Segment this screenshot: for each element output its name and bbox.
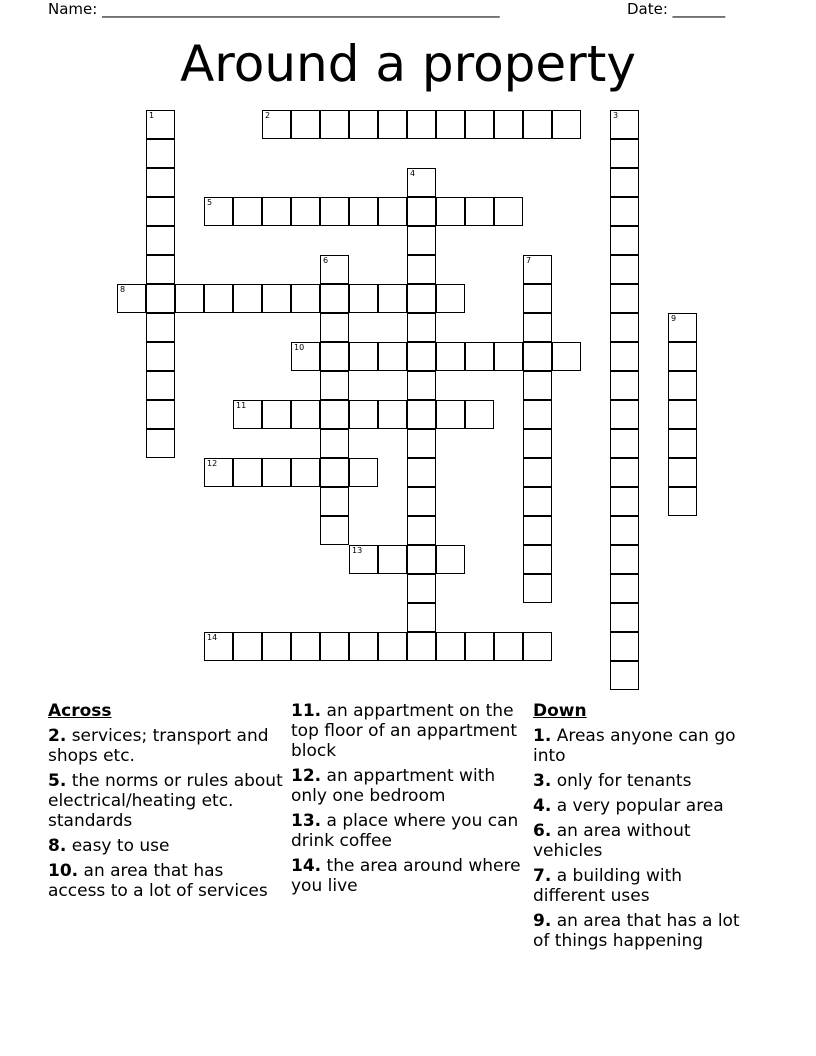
- grid-cell[interactable]: [407, 545, 436, 574]
- grid-cell[interactable]: [349, 197, 378, 226]
- grid-cell[interactable]: [146, 342, 175, 371]
- clue-number: 7.: [533, 866, 552, 886]
- grid-cell[interactable]: [610, 226, 639, 255]
- grid-cell[interactable]: [204, 632, 233, 661]
- clue-across-8: [48, 836, 286, 856]
- grid-cell[interactable]: [407, 516, 436, 545]
- clue-number: 12.: [291, 766, 322, 786]
- clue-down-1: [533, 726, 753, 766]
- grid-cell[interactable]: [349, 545, 378, 574]
- grid-cell[interactable]: [610, 400, 639, 429]
- grid-cell[interactable]: [320, 632, 349, 661]
- grid-cell[interactable]: [465, 197, 494, 226]
- name-field-label[interactable]: Name: _____________________________________________________: [48, 0, 500, 18]
- grid-cell[interactable]: [262, 632, 291, 661]
- grid-cell[interactable]: [320, 516, 349, 545]
- cell-number: 5: [207, 198, 213, 207]
- grid-cell[interactable]: [320, 255, 349, 284]
- grid-cell[interactable]: [262, 400, 291, 429]
- cell-number: 11: [236, 401, 247, 410]
- grid-cell[interactable]: [494, 197, 523, 226]
- grid-cell[interactable]: [320, 313, 349, 342]
- grid-cell[interactable]: [320, 110, 349, 139]
- grid-cell[interactable]: [146, 226, 175, 255]
- grid-cell[interactable]: [291, 342, 320, 371]
- clue-text: only for tenants: [556, 771, 692, 791]
- cell-number: 2: [265, 111, 271, 120]
- grid-cell[interactable]: [146, 255, 175, 284]
- grid-cell[interactable]: [291, 458, 320, 487]
- grid-cell[interactable]: [407, 226, 436, 255]
- grid-cell[interactable]: [175, 284, 204, 313]
- clue-text: an appartment with only one bedroom: [291, 766, 496, 806]
- grid-cell[interactable]: [668, 400, 697, 429]
- clue-text: a very popular area: [556, 796, 724, 816]
- clue-across-5: [48, 771, 286, 831]
- grid-cell[interactable]: [436, 632, 465, 661]
- grid-cell[interactable]: [407, 487, 436, 516]
- clue-across-10: [48, 861, 286, 901]
- grid-cell[interactable]: [378, 110, 407, 139]
- grid-cell[interactable]: [407, 632, 436, 661]
- grid-cell[interactable]: [146, 371, 175, 400]
- grid-cell[interactable]: [668, 371, 697, 400]
- clue-down-4: [533, 796, 753, 816]
- grid-cell[interactable]: [320, 429, 349, 458]
- clues-down-column: [533, 701, 753, 956]
- grid-cell[interactable]: [523, 458, 552, 487]
- grid-cell[interactable]: [610, 603, 639, 632]
- grid-cell[interactable]: [349, 284, 378, 313]
- grid-cell[interactable]: [146, 313, 175, 342]
- clue-text: the norms or rules about electrical/heating etc. standards: [48, 771, 283, 831]
- grid-cell[interactable]: [465, 110, 494, 139]
- clue-number: 14.: [291, 856, 322, 876]
- grid-cell[interactable]: [610, 458, 639, 487]
- grid-cell[interactable]: [262, 197, 291, 226]
- grid-cell[interactable]: [465, 342, 494, 371]
- grid-cell[interactable]: [378, 284, 407, 313]
- clue-text: the area around where you live: [291, 856, 521, 896]
- clue-number: 3.: [533, 771, 552, 791]
- grid-cell[interactable]: [523, 516, 552, 545]
- grid-cell[interactable]: [523, 313, 552, 342]
- grid-cell[interactable]: [378, 545, 407, 574]
- grid-cell[interactable]: [320, 458, 349, 487]
- grid-cell[interactable]: [349, 110, 378, 139]
- grid-cell[interactable]: [262, 284, 291, 313]
- grid-cell[interactable]: [233, 632, 262, 661]
- grid-cell[interactable]: [523, 545, 552, 574]
- grid-cell[interactable]: [407, 371, 436, 400]
- clue-text: easy to use: [71, 836, 170, 856]
- grid-cell[interactable]: [349, 458, 378, 487]
- grid-cell[interactable]: [610, 632, 639, 661]
- across-heading: Across: [48, 701, 112, 721]
- clue-number: 10.: [48, 861, 79, 881]
- grid-cell[interactable]: [349, 342, 378, 371]
- grid-cell[interactable]: [291, 110, 320, 139]
- grid-cell[interactable]: [668, 342, 697, 371]
- clues-across-column: [48, 701, 286, 906]
- clue-down-6: [533, 821, 753, 861]
- cell-number: 13: [352, 546, 363, 555]
- clue-text: an appartment on the top floor of an appartment block: [291, 701, 518, 761]
- clue-across-13: [291, 811, 521, 851]
- date-field-label[interactable]: Date: _______: [627, 0, 726, 18]
- grid-cell[interactable]: [610, 139, 639, 168]
- grid-cell[interactable]: [349, 400, 378, 429]
- cell-number: 14: [207, 633, 218, 642]
- grid-cell[interactable]: [407, 400, 436, 429]
- grid-cell[interactable]: [610, 661, 639, 690]
- grid-cell[interactable]: [668, 458, 697, 487]
- grid-cell[interactable]: [523, 574, 552, 603]
- grid-cell[interactable]: [610, 371, 639, 400]
- grid-cell[interactable]: [233, 284, 262, 313]
- cell-number: 12: [207, 459, 218, 468]
- cell-number: 1: [149, 111, 155, 120]
- cell-number: 8: [120, 285, 126, 294]
- grid-cell[interactable]: [407, 284, 436, 313]
- grid-cell[interactable]: [523, 429, 552, 458]
- clue-down-3: [533, 771, 753, 791]
- grid-cell[interactable]: [610, 487, 639, 516]
- grid-cell[interactable]: [610, 429, 639, 458]
- clue-text: a building with different uses: [533, 866, 683, 906]
- grid-cell[interactable]: [610, 255, 639, 284]
- clue-text: services; transport and shops etc.: [48, 726, 269, 766]
- grid-cell[interactable]: [407, 574, 436, 603]
- grid-cell[interactable]: [610, 342, 639, 371]
- clue-text: an area without vehicles: [533, 821, 691, 861]
- clue-number: 11.: [291, 701, 322, 721]
- grid-cell[interactable]: [378, 342, 407, 371]
- clue-across-2: [48, 726, 286, 766]
- grid-cell[interactable]: [407, 197, 436, 226]
- grid-cell[interactable]: [378, 197, 407, 226]
- clue-text: a place where you can drink coffee: [291, 811, 519, 851]
- grid-cell[interactable]: [610, 197, 639, 226]
- clue-down-9: [533, 911, 753, 951]
- clue-across-12: [291, 766, 521, 806]
- cell-number: 7: [526, 256, 532, 265]
- grid-cell[interactable]: [523, 632, 552, 661]
- grid-cell[interactable]: [291, 632, 320, 661]
- page-title: Around a property: [180, 35, 636, 93]
- grid-cell[interactable]: [320, 342, 349, 371]
- grid-cell[interactable]: [668, 313, 697, 342]
- grid-cell[interactable]: [407, 255, 436, 284]
- grid-cell[interactable]: [407, 313, 436, 342]
- grid-cell[interactable]: [407, 110, 436, 139]
- grid-cell[interactable]: [291, 197, 320, 226]
- clue-number: 2.: [48, 726, 67, 746]
- grid-cell[interactable]: [610, 516, 639, 545]
- grid-cell[interactable]: [407, 168, 436, 197]
- grid-cell[interactable]: [146, 110, 175, 139]
- grid-cell[interactable]: [610, 284, 639, 313]
- grid-cell[interactable]: [146, 284, 175, 313]
- cell-number: 10: [294, 343, 305, 352]
- grid-cell[interactable]: [204, 284, 233, 313]
- grid-cell[interactable]: [668, 487, 697, 516]
- grid-cell[interactable]: [146, 429, 175, 458]
- clue-text: Areas anyone can go into: [533, 726, 736, 766]
- grid-cell[interactable]: [291, 284, 320, 313]
- grid-cell[interactable]: [262, 110, 291, 139]
- grid-cell[interactable]: [320, 371, 349, 400]
- grid-cell[interactable]: [204, 458, 233, 487]
- grid-cell[interactable]: [523, 255, 552, 284]
- grid-cell[interactable]: [233, 400, 262, 429]
- clue-number: 5.: [48, 771, 67, 791]
- grid-cell[interactable]: [436, 110, 465, 139]
- grid-cell[interactable]: [436, 342, 465, 371]
- grid-cell[interactable]: [610, 168, 639, 197]
- grid-cell[interactable]: [523, 342, 552, 371]
- grid-cell[interactable]: [523, 110, 552, 139]
- grid-cell[interactable]: [146, 168, 175, 197]
- grid-cell[interactable]: [146, 400, 175, 429]
- clue-across-14: [291, 856, 521, 896]
- grid-cell[interactable]: [552, 110, 581, 139]
- clue-number: 9.: [533, 911, 552, 931]
- grid-cell[interactable]: [320, 284, 349, 313]
- grid-cell[interactable]: [436, 545, 465, 574]
- grid-cell[interactable]: [523, 487, 552, 516]
- cell-number: 9: [671, 314, 677, 323]
- clue-number: 13.: [291, 811, 322, 831]
- grid-cell[interactable]: [117, 284, 146, 313]
- grid-cell[interactable]: [436, 197, 465, 226]
- clue-number: 1.: [533, 726, 552, 746]
- clue-number: 6.: [533, 821, 552, 841]
- grid-cell[interactable]: [436, 284, 465, 313]
- grid-cell[interactable]: [465, 400, 494, 429]
- clues-across-continued-column: [291, 701, 521, 901]
- clue-text: an area that has a lot of things happening: [533, 911, 740, 951]
- clue-down-7: [533, 866, 753, 906]
- grid-cell[interactable]: [378, 400, 407, 429]
- cell-number: 6: [323, 256, 329, 265]
- grid-cell[interactable]: [320, 400, 349, 429]
- grid-cell[interactable]: [378, 632, 407, 661]
- grid-cell[interactable]: [494, 110, 523, 139]
- cell-number: 3: [613, 111, 619, 120]
- grid-cell[interactable]: [320, 197, 349, 226]
- grid-cell[interactable]: [262, 458, 291, 487]
- grid-cell[interactable]: [291, 400, 320, 429]
- grid-cell[interactable]: [146, 197, 175, 226]
- clue-number: 4.: [533, 796, 552, 816]
- grid-cell[interactable]: [523, 371, 552, 400]
- grid-cell[interactable]: [552, 342, 581, 371]
- clue-number: 8.: [48, 836, 67, 856]
- grid-cell[interactable]: [494, 632, 523, 661]
- grid-cell[interactable]: [523, 400, 552, 429]
- grid-cell[interactable]: [204, 197, 233, 226]
- grid-cell[interactable]: [523, 284, 552, 313]
- grid-cell[interactable]: [668, 429, 697, 458]
- grid-cell[interactable]: [407, 603, 436, 632]
- grid-cell[interactable]: [233, 197, 262, 226]
- grid-cell[interactable]: [610, 313, 639, 342]
- grid-cell[interactable]: [465, 632, 494, 661]
- grid-cell[interactable]: [407, 342, 436, 371]
- grid-cell[interactable]: [233, 458, 262, 487]
- clue-text: an area that has access to a lot of services: [48, 861, 268, 901]
- grid-cell[interactable]: [610, 110, 639, 139]
- down-heading: Down: [533, 701, 587, 721]
- clue-across-11: [291, 701, 521, 761]
- grid-cell[interactable]: [349, 632, 378, 661]
- grid-cell[interactable]: [436, 400, 465, 429]
- grid-cell[interactable]: [146, 139, 175, 168]
- grid-cell[interactable]: [610, 574, 639, 603]
- grid-cell[interactable]: [407, 429, 436, 458]
- grid-cell[interactable]: [320, 487, 349, 516]
- grid-cell[interactable]: [494, 342, 523, 371]
- grid-cell[interactable]: [407, 458, 436, 487]
- grid-cell[interactable]: [610, 545, 639, 574]
- cell-number: 4: [410, 169, 416, 178]
